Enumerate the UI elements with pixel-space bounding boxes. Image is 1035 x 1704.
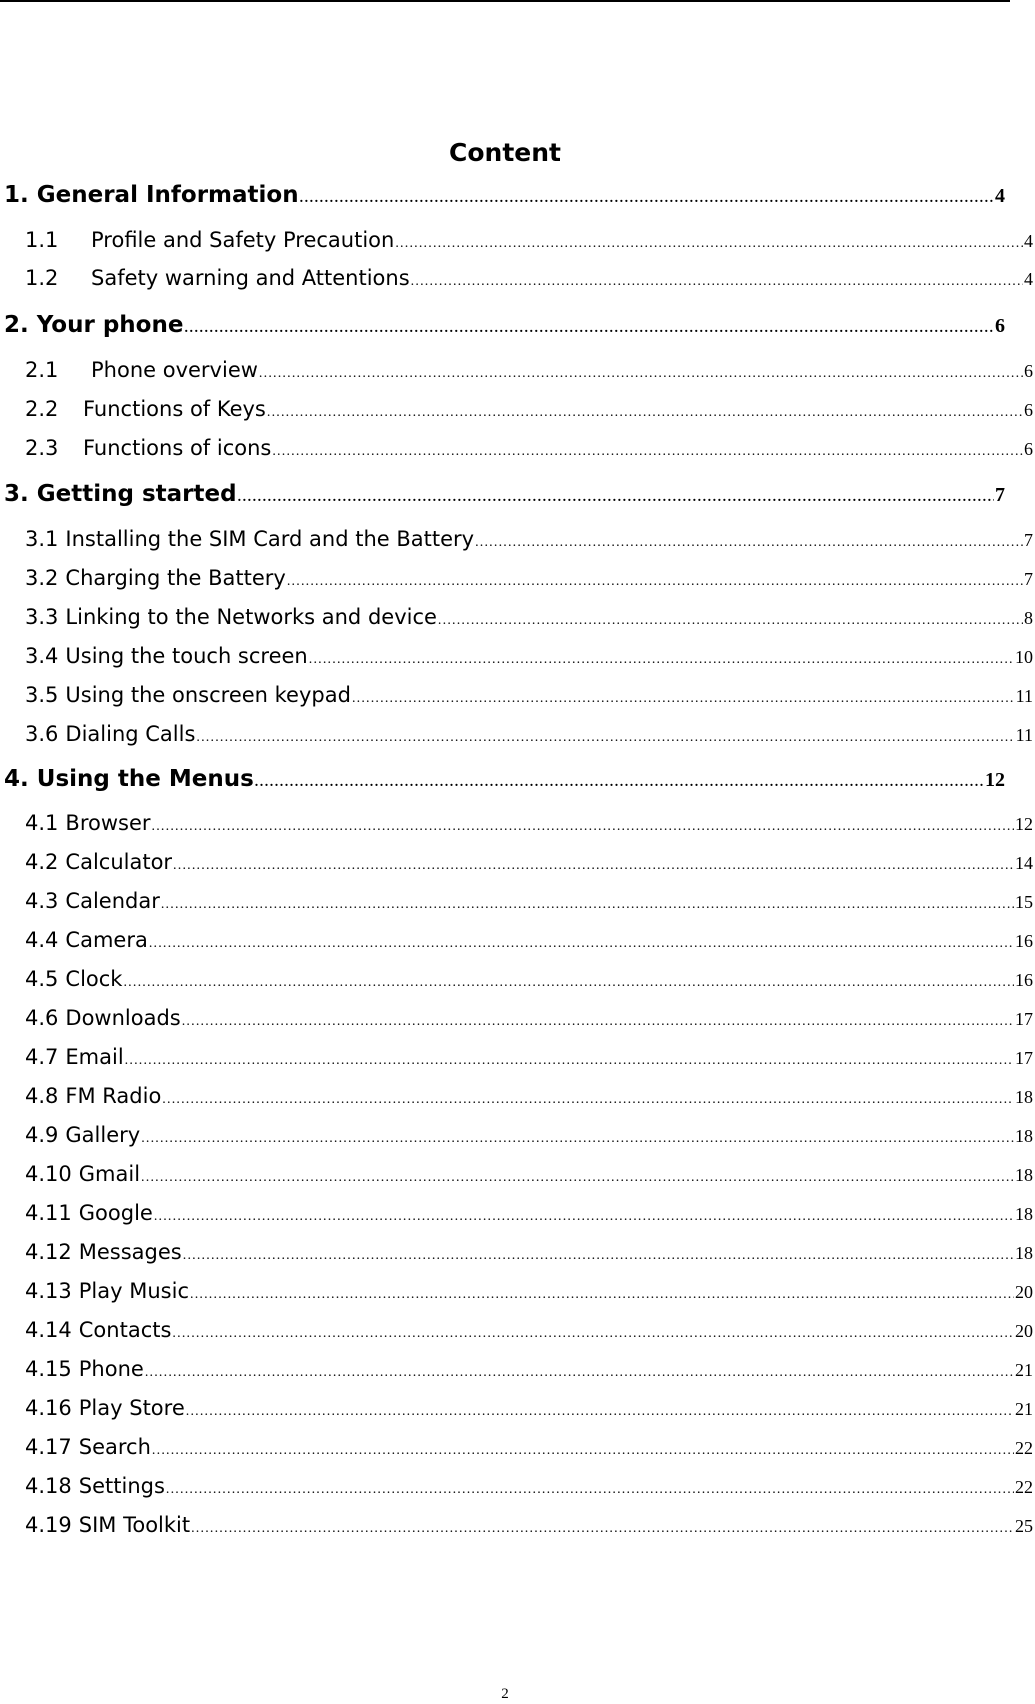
toc-item-contacts[interactable] [25,1318,1033,1342]
toc-item-number: 4.2 [25,850,59,874]
toc-leader [395,236,1023,252]
toc-leader [184,321,994,337]
toc-item-play-store[interactable] [25,1396,1033,1420]
toc-item-label: Browser [65,811,151,835]
toc-leader [411,274,1023,290]
toc-item-page: 14 [1015,853,1033,873]
toc-leader [183,1248,1014,1264]
toc-item-number: 4.18 [25,1474,72,1498]
toc-item-number: 4.16 [25,1396,72,1420]
toc-section-number: 4. [4,766,29,792]
toc-item-gallery[interactable] [25,1123,1033,1147]
toc-item-label: Phone overview [91,358,258,382]
toc-item-page: 11 [1015,686,1033,706]
toc-item-page: 20 [1015,1321,1033,1341]
toc-item-number: 4.1 [25,811,59,835]
toc-item-number: 4.7 [25,1045,59,1069]
toc-item-page: 17 [1015,1009,1033,1029]
toc-item-calculator[interactable] [25,850,1033,874]
toc-item-number: 2.1 [25,358,59,382]
toc-leader [123,975,1014,991]
toc-item-page: 4 [1024,231,1033,251]
toc-item-number: 4.8 [25,1084,59,1108]
toc-section-page: 7 [995,484,1005,506]
toc-item-number: 4.15 [25,1357,72,1381]
toc-section-number: 3. [4,481,29,507]
toc-item-fm-radio[interactable] [25,1084,1033,1108]
toc-item-label: Charging the Battery [65,566,286,590]
toc-item-number: 4.13 [25,1279,72,1303]
toc-item-label: Safety warning and Attentions [91,266,410,290]
toc-section-general-information[interactable] [4,182,1005,208]
toc-item-page: 18 [1015,1204,1033,1224]
toc-leader [173,858,1014,874]
toc-leader [267,405,1023,421]
toc-leader [145,1365,1014,1381]
toc-item-dialing-calls[interactable] [25,722,1033,746]
toc-item-number: 4.14 [25,1318,72,1342]
toc-item-page: 18 [1015,1087,1033,1107]
toc-section-page: 12 [985,769,1005,791]
toc-item-downloads[interactable] [25,1006,1033,1030]
toc-item-email[interactable] [25,1045,1033,1069]
toc-item-label: Profile and Safety Precaution [91,228,395,252]
toc-item-number: 3.5 [25,683,59,707]
toc-item-page: 22 [1015,1477,1033,1497]
toc-item-number: 4.12 [25,1240,72,1264]
toc-item-installing-sim[interactable] [25,527,1033,551]
toc-leader [238,490,994,506]
toc-item-label: Using the onscreen keypad [65,683,351,707]
toc-item-page: 25 [1015,1516,1033,1536]
toc-item-number: 4.5 [25,967,59,991]
toc-item-sim-toolkit[interactable] [25,1513,1033,1537]
toc-leader [186,1404,1014,1420]
toc-item-number: 3.4 [25,644,59,668]
toc-item-number: 4.11 [25,1201,72,1225]
toc-item-page: 21 [1015,1360,1033,1380]
toc-leader [196,730,1014,746]
toc-leader [166,1482,1014,1498]
toc-section-your-phone[interactable] [4,312,1005,338]
toc-item-label: Email [65,1045,124,1069]
toc-section-label: General Information [36,182,299,208]
page-number: 2 [501,1686,509,1702]
toc-item-label: Gallery [65,1123,141,1147]
toc-item-gmail[interactable] [25,1162,1033,1186]
toc-leader [352,691,1015,707]
toc-item-number: 3.3 [25,605,59,629]
toc-item-number: 4.6 [25,1006,59,1030]
toc-item-label: Linking to the Networks and device [65,605,437,629]
toc-item-linking-networks[interactable] [25,605,1033,629]
toc-leader [152,819,1014,835]
toc-item-label: Dialing Calls [65,722,196,746]
toc-leader [255,775,984,791]
toc-item-search[interactable] [25,1435,1033,1459]
toc-item-page: 18 [1015,1243,1033,1263]
toc-item-label: Google [78,1201,153,1225]
toc-item-onscreen-keypad[interactable] [25,683,1033,707]
toc-leader [149,936,1014,952]
toc-item-functions-of-icons[interactable] [25,436,1033,460]
toc-item-number: 1.2 [25,266,59,290]
toc-item-label: Play Music [78,1279,189,1303]
toc-section-using-the-menus[interactable] [4,766,1005,792]
toc-item-number: 3.6 [25,722,59,746]
toc-leader [141,1131,1014,1147]
toc-item-phone-overview[interactable] [25,358,1033,382]
toc-item-page: 8 [1024,608,1033,628]
toc-leader [287,574,1023,590]
toc-item-number: 4.10 [25,1162,72,1186]
toc-item-google[interactable] [25,1201,1033,1225]
toc-item-label: Play Store [78,1396,185,1420]
toc-item-number: 4.9 [25,1123,59,1147]
toc-item-page: 18 [1015,1126,1033,1146]
toc-leader [125,1053,1014,1069]
toc-leader [162,1092,1014,1108]
toc-item-phone[interactable] [25,1357,1033,1381]
toc-item-label: Phone [78,1357,144,1381]
toc-item-page: 11 [1015,725,1033,745]
toc-item-page: 6 [1024,361,1033,381]
toc-item-messages[interactable] [25,1240,1033,1264]
toc-item-charging-battery[interactable] [25,566,1033,590]
toc-leader [300,191,994,207]
toc-section-number: 2. [4,312,29,338]
toc-item-page: 16 [1015,931,1033,951]
toc-leader [191,1521,1014,1537]
toc-leader [259,366,1023,382]
toc-title: Content [449,138,561,167]
toc-item-label: FM Radio [65,1084,162,1108]
toc-item-label: Settings [78,1474,165,1498]
toc-leader [141,1170,1014,1186]
toc-leader [475,535,1023,551]
toc-item-label: Messages [78,1240,182,1264]
toc-item-touch-screen[interactable] [25,644,1033,668]
toc-item-page: 17 [1015,1048,1033,1068]
toc-item-page: 12 [1015,814,1033,834]
toc-section-label: Using the Menus [36,766,254,792]
toc-item-safety-warning[interactable] [25,266,1033,290]
toc-item-camera[interactable] [25,928,1033,952]
toc-item-label: Calendar [65,889,160,913]
toc-item-page: 16 [1015,970,1033,990]
toc-item-label: Using the touch screen [65,644,308,668]
toc-item-functions-of-keys[interactable] [25,397,1033,421]
toc-item-page: 15 [1015,892,1033,912]
toc-section-getting-started[interactable] [4,481,1005,507]
toc-item-number: 4.19 [25,1513,72,1537]
toc-section-page: 4 [995,185,1005,207]
toc-item-label: Gmail [78,1162,141,1186]
toc-item-label: Calculator [65,850,173,874]
toc-item-label: SIM Toolkit [78,1513,191,1537]
toc-section-label: Your phone [36,312,184,338]
toc-item-browser[interactable] [25,811,1033,835]
toc-item-number: 3.2 [25,566,59,590]
toc-item-label: Downloads [65,1006,181,1030]
toc-item-profile-safety[interactable] [25,228,1033,252]
toc-item-page: 4 [1024,269,1033,289]
toc-item-label: Contacts [78,1318,172,1342]
toc-leader [161,897,1014,913]
toc-section-label: Getting started [36,481,237,507]
toc-item-number: 2.2 [25,397,59,421]
toc-item-label: Search [78,1435,151,1459]
toc-item-page: 20 [1015,1282,1033,1302]
toc-item-settings[interactable] [25,1474,1033,1498]
toc-item-label: Functions of icons [83,436,272,460]
toc-item-page: 21 [1015,1399,1033,1419]
toc-item-label: Installing the SIM Card and the Battery [65,527,475,551]
toc-item-page: 22 [1015,1438,1033,1458]
toc-leader [438,613,1023,629]
toc-item-number: 3.1 [25,527,59,551]
toc-item-number: 2.3 [25,436,59,460]
toc-item-calendar[interactable] [25,889,1033,913]
toc-item-page: 7 [1024,530,1033,550]
toc-leader [272,444,1023,460]
toc-section-page: 6 [995,315,1005,337]
toc-item-play-music[interactable] [25,1279,1033,1303]
toc-leader [154,1209,1014,1225]
toc-leader [182,1014,1014,1030]
toc-leader [309,652,1014,668]
toc-item-number: 4.17 [25,1435,72,1459]
toc-leader [190,1287,1014,1303]
toc-item-number: 1.1 [25,228,59,252]
toc-item-page: 10 [1015,647,1033,667]
toc-item-page: 7 [1024,569,1033,589]
toc-item-page: 6 [1024,400,1033,420]
toc-item-label: Clock [65,967,123,991]
toc-item-page: 18 [1015,1165,1033,1185]
toc-item-number: 4.4 [25,928,59,952]
toc-item-label: Camera [65,928,148,952]
toc-section-number: 1. [4,182,29,208]
toc-item-label: Functions of Keys [83,397,266,421]
toc-leader [152,1443,1014,1459]
toc-item-page: 6 [1024,439,1033,459]
toc-item-number: 4.3 [25,889,59,913]
toc-item-clock[interactable] [25,967,1033,991]
toc-leader [172,1326,1014,1342]
